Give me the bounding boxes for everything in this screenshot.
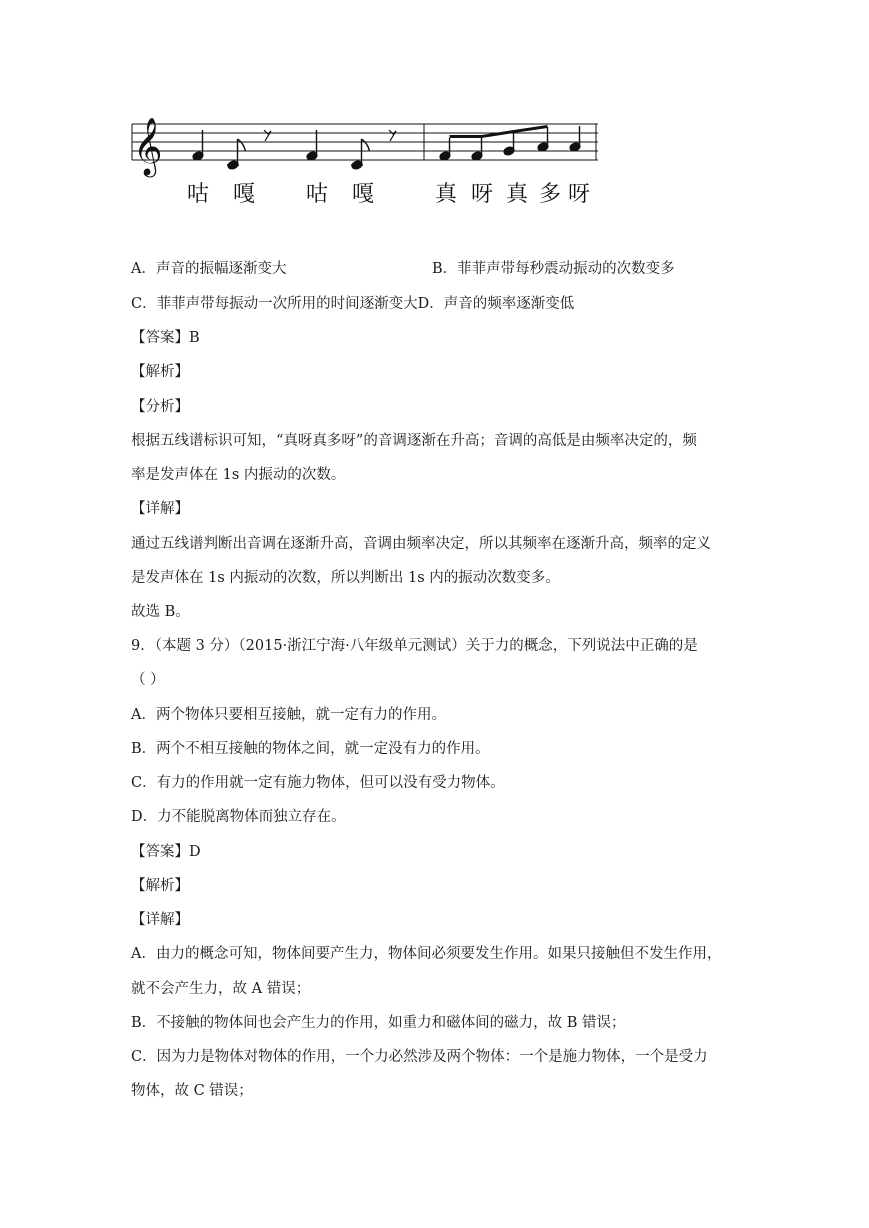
option-a: A．声音的振幅逐渐变大 xyxy=(131,261,287,277)
paragraph-line: C．因为力是物体对物体的作用，一个力必然涉及两个物体：一个是施力物体，一个是受力 xyxy=(131,1049,708,1065)
analysis-heading: 【解析】 xyxy=(131,364,189,380)
lyric-syllable: 呀 xyxy=(471,182,494,207)
paragraph-line: B．不接触的物体间也会产生力的作用，如重力和磁体间的磁力，故 B 错误； xyxy=(131,1015,626,1031)
lyric-syllable: 呀 xyxy=(568,182,591,207)
option-d: D．力不能脱离物体而独立存在。 xyxy=(131,809,346,825)
answer-blank: （ ） xyxy=(131,672,165,688)
fenxi-heading: 【分析】 xyxy=(131,399,189,415)
option-a: A．两个物体只要相互接触，就一定有力的作用。 xyxy=(131,707,446,723)
option-c: C．有力的作用就一定有施力物体，但可以没有受力物体。 xyxy=(131,775,505,791)
staff-notation xyxy=(130,108,600,183)
lyric-syllable: 多 xyxy=(539,182,562,207)
option-c: C．菲菲声带每振动一次所用的时间逐渐变大 xyxy=(131,296,418,312)
answer-label: 【答案】D xyxy=(131,844,201,860)
lyric-syllable: 真 xyxy=(435,182,458,207)
lyric-syllable: 咕 xyxy=(306,182,329,207)
paragraph-line: 率是发声体在 1s 内振动的次数。 xyxy=(131,467,346,483)
paragraph-line: 是发声体在 1s 内振动的次数，所以判断出 1s 内的振动次数变多。 xyxy=(131,570,560,586)
question-stem: 9．（本题 3 分）（2015·浙江宁海·八年级单元测试）关于力的概念，下列说法中正确的是 xyxy=(131,638,698,654)
answer-label: 【答案】B xyxy=(131,330,200,346)
detail-heading: 【详解】 xyxy=(131,912,189,928)
treble-clef-icon: 𝄞 xyxy=(133,117,163,175)
option-b: B．菲菲声带每秒震动振动的次数变多 xyxy=(432,261,675,277)
option-b: B．两个不相互接触的物体之间，就一定没有力的作用。 xyxy=(131,741,490,757)
paragraph-line: 物体，故 C 错误； xyxy=(131,1083,253,1099)
paragraph-line: A．由力的概念可知，物体间要产生力，物体间必须要发生作用。如果只接触但不发生作用， xyxy=(131,946,722,962)
detail-heading: 【详解】 xyxy=(131,501,189,517)
lyric-syllable: 咕 xyxy=(187,182,210,207)
music-score xyxy=(130,108,600,218)
lyric-syllable: 真 xyxy=(506,182,529,207)
paragraph-line: 根据五线谱标识可知，“真呀真多呀”的音调逐渐在升高；音调的高低是由频率决定的，频 xyxy=(131,433,697,449)
choice-conclusion: 故选 B。 xyxy=(131,604,190,620)
paragraph-line: 通过五线谱判断出音调在逐渐升高，音调由频率决定，所以其频率在逐渐升高，频率的定义 xyxy=(131,536,711,552)
lyric-syllable: 嘎 xyxy=(233,182,256,207)
analysis-heading: 【解析】 xyxy=(131,878,189,894)
option-row xyxy=(131,259,675,279)
lyric-syllable: 嘎 xyxy=(352,182,375,207)
paragraph-line: 就不会产生力，故 A 错误； xyxy=(131,981,311,997)
option-row xyxy=(131,294,574,314)
option-d: D．声音的频率逐渐变低 xyxy=(417,296,575,312)
